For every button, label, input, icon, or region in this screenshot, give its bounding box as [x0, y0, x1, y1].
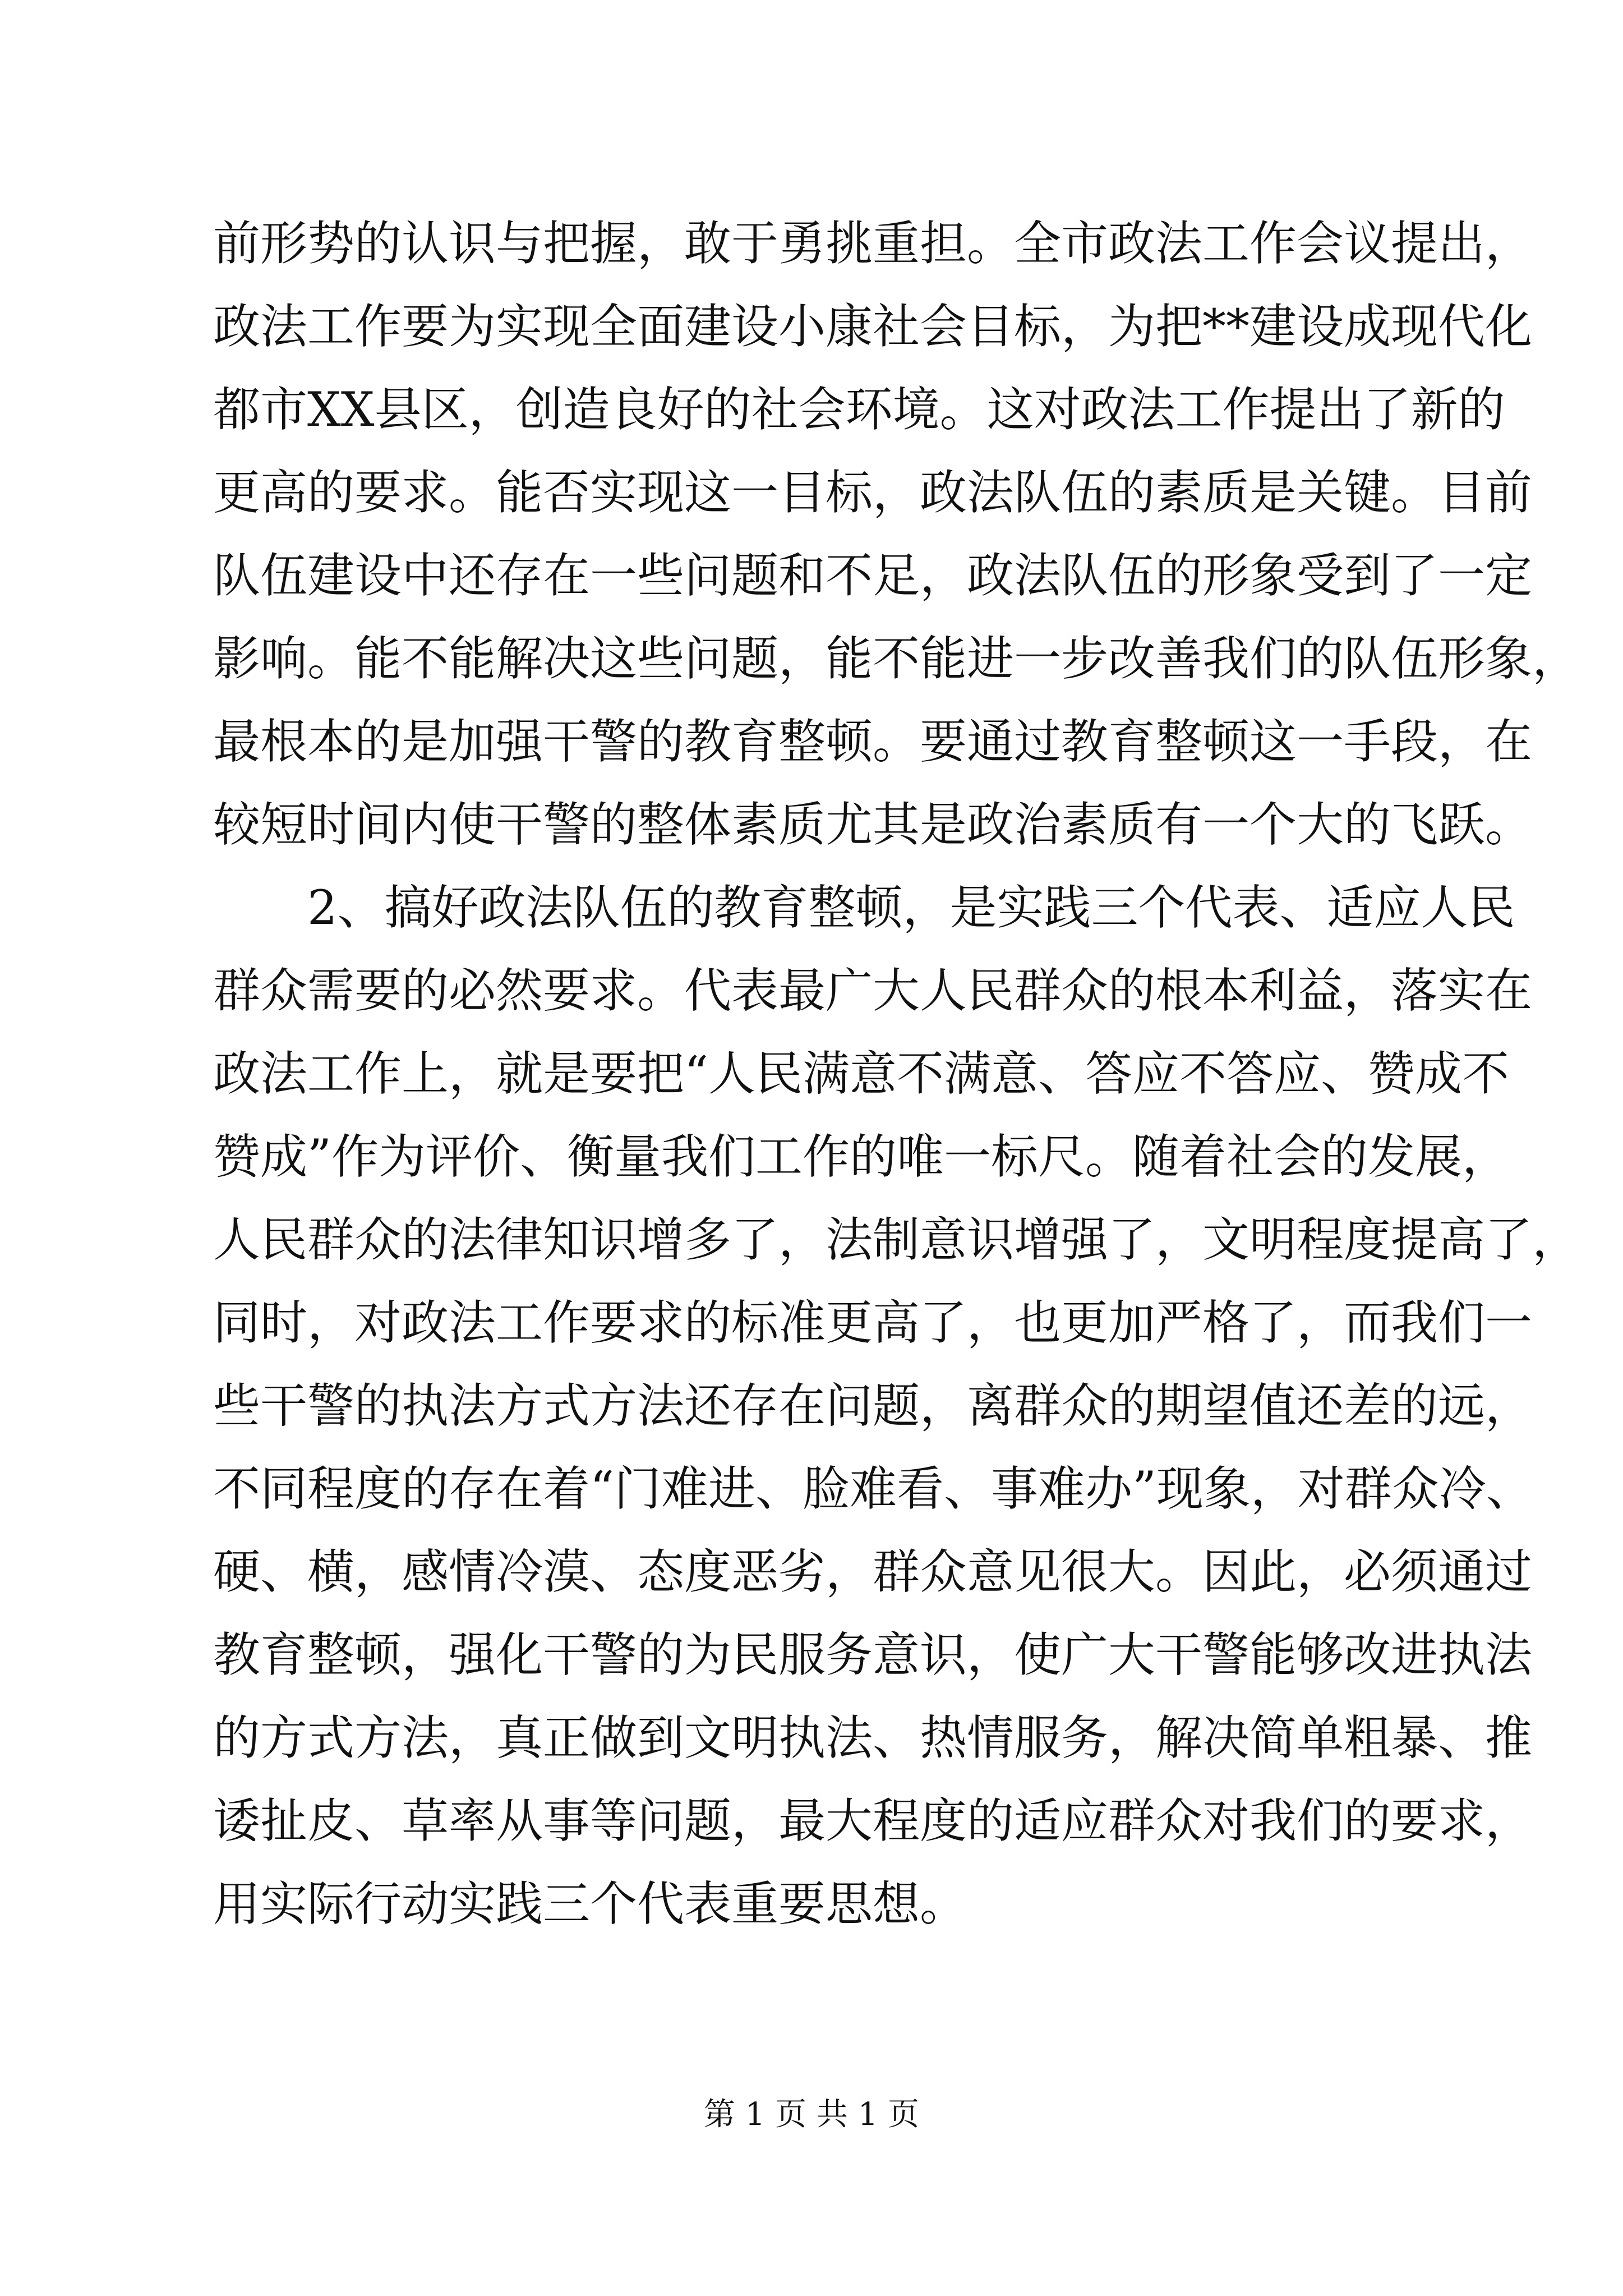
text-line: 赞成”作为评价、衡量我们工作的唯一标尺。随着社会的发展，	[213, 1129, 1509, 1184]
text-line: 群众需要的必然要求。代表最广大人民群众的根本利益，落实在	[213, 963, 1533, 1018]
text-line: 前形势的认识与把握，敢于勇挑重担。全市政法工作会议提出，	[213, 216, 1533, 271]
text-line: 硬、横，感情冷漠、态度恶劣，群众意见很大。因此，必须通过	[213, 1544, 1533, 1599]
text-line: 的方式方法，真正做到文明执法、热情服务，解决简单粗暴、推	[213, 1710, 1533, 1765]
text-line: 政法工作要为实现全面建设小康社会目标，为把**建设成现代化	[213, 299, 1533, 354]
page-number-label: 第 1 页 共 1 页	[703, 2096, 920, 2133]
text-line: 较短时间内使干警的整体素质尤其是政治素质有一个大的飞跃。	[213, 797, 1533, 852]
text-line: 教育整顿，强化干警的为民服务意识，使广大干警能够改进执法	[213, 1627, 1533, 1682]
body-text	[213, 202, 1580, 1945]
text-line: 队伍建设中还存在一些问题和不足，政法队伍的形象受到了一定	[213, 548, 1533, 603]
text-line: 政法工作上，就是要把“人民满意不满意、答应不答应、赞成不	[213, 1046, 1509, 1101]
text-line: 人民群众的法律知识增多了，法制意识增强了，文明程度提高了，	[213, 1212, 1580, 1267]
text-line: 同时，对政法工作要求的标准更高了，也更加严格了，而我们一	[213, 1295, 1533, 1350]
paragraph-end-line: 用实际行动实践三个代表重要思想。	[213, 1876, 967, 1931]
text-line: 诿扯皮、草率从事等问题，最大程度的适应群众对我们的要求，	[213, 1793, 1533, 1848]
text-line: 最根本的是加强干警的教育整顿。要通过教育整顿这一手段，在	[213, 714, 1533, 769]
text-line: 些干警的执法方式方法还存在问题，离群众的期望值还差的远，	[213, 1378, 1533, 1433]
page-footer	[0, 2092, 1623, 2137]
text-line: 都市XX县区，创造良好的社会环境。这对政法工作提出了新的	[213, 382, 1505, 437]
text-line: 不同程度的存在着“门难进、脸难看、事难办”现象，对群众冷、	[213, 1461, 1533, 1516]
paragraph-start-line: 2、搞好政法队伍的教育整顿，是实践三个代表、适应人民	[307, 880, 1515, 935]
text-line: 影响。能不能解决这些问题，能不能进一步改善我们的队伍形象，	[213, 631, 1580, 686]
text-line: 更高的要求。能否实现这一目标，政法队伍的素质是关键。目前	[213, 465, 1533, 520]
